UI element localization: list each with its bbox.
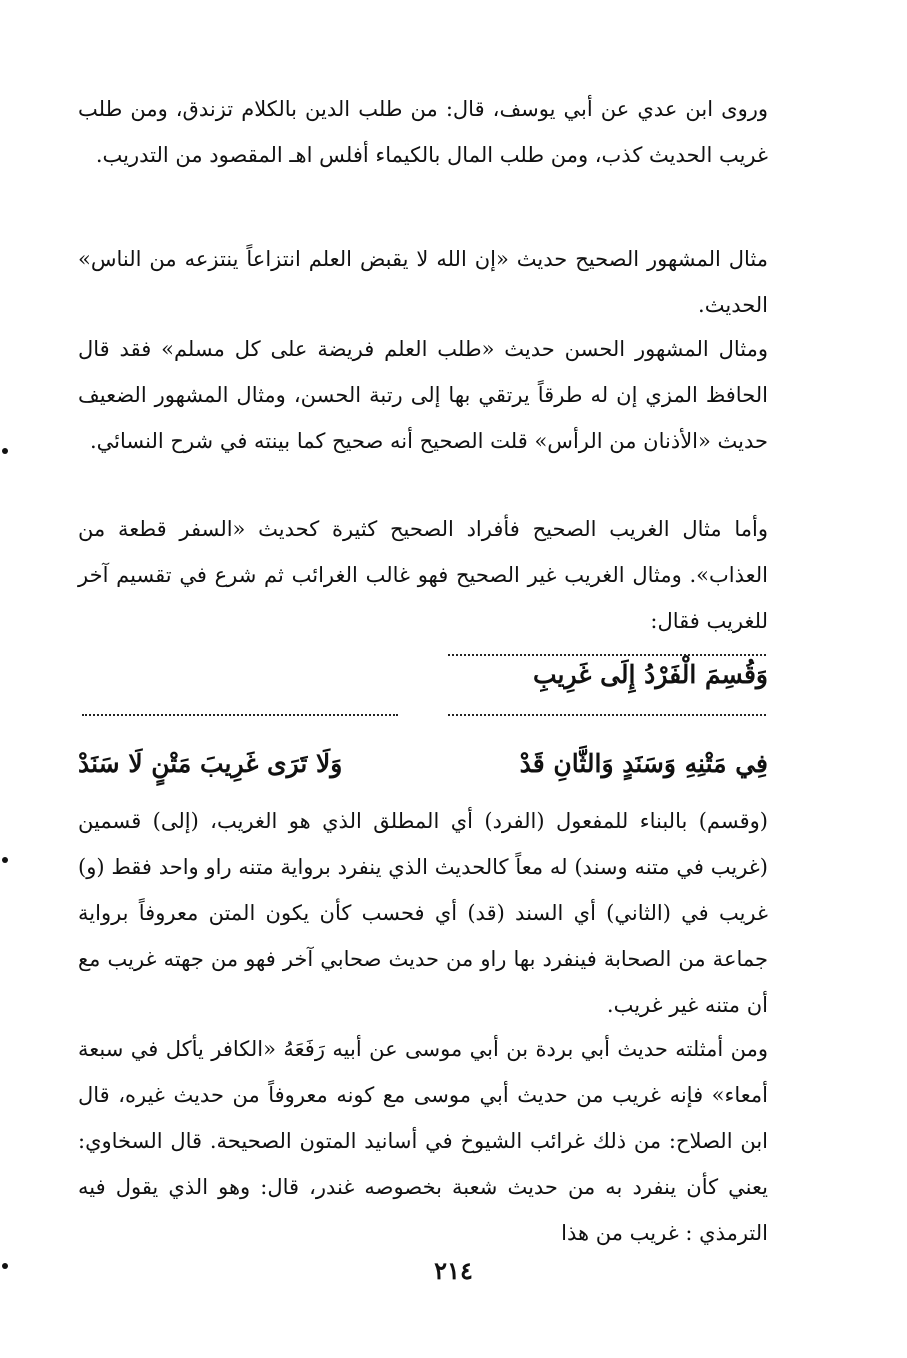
verse-line-1-hemistich: وَقُسِمَ الْفَرْدُ إِلَى غَرِيبِ [533,660,768,689]
paragraph-ibn-adi: وروى ابن عدي عن أبي يوسف، قال: من طلب الدين بالكلام تزندق، ومن طلب غريب الحديث كذب، ومن طلب المال بالكيماء أفلس اهـ المقصود من التدريب. [78,97,768,167]
verse-line-1 [78,652,768,698]
paragraph-commentary-1: (وقسم) بالبناء للمفعول (الفرد) أي المطلق الذي هو الغريب، (إلى) قسمين (غريب في متنه وسند) له معاً كالحديث الذي ينفرد برواية متنه راو واحد فقط (و) غريب في (الثاني) أي السند (قد) أي فحسب كأن يكون المتن معروفاً برواية جماعة من الصحابة فينفرد بها راو من حديث صحابي آخر فهو من جهته غريب مع أن متنه غير غريب. [78,809,768,1017]
dotted-line [448,714,766,716]
paragraph-gharib-sahih: وأما مثال الغريب الصحيح فأفراد الصحيح كثيرة كحديث «السفر قطعة من العذاب». ومثال الغريب غير الصحيح فهو غالب الغرائب ثم شرع في تقسيم آخر للغريب فقال: [78,517,768,633]
paragraph-commentary-2: ومن أمثلته حديث أبي بردة بن أبي موسى عن أبيه رَفَعَهُ «الكافر يأكل في سبعة أمعاء» فإنه غريب من حديث أبي موسى مع كونه معروفاً من حديث غيره، قال ابن الصلاح: من ذلك غرائب الشيوخ في أسانيد المتون الصحيحة. قال السخاوي: يعني كأن ينفرد به من حديث شعبة بخصوصه غندر، قال: وهو الذي يقول فيه الترمذي : غريب من هذا [78,1037,768,1245]
dotted-line [82,714,398,716]
page-number: ٢١٤ [434,1256,473,1285]
paragraph-mashhur-hasan: ومثال المشهور الحسن حديث «طلب العلم فريضة على كل مسلم» فقد قال الحافظ المزي إن له طرقاً يرتقي بها إلى رتبة الحسن، ومثال المشهور الضعيف حديث «الأذنان من الرأس» قلت الصحيح أنه صحيح كما بينته في شرح النسائي. [78,337,768,453]
dotted-line [448,654,766,656]
verse-line-2 [78,741,768,787]
margin-mark [2,1263,8,1269]
verse-line-2-right-hemistich: فِي مَتْنِهِ وَسَنَدٍ وَالثَّانِ قَدْ [519,749,768,778]
verse-line-2-left-hemistich: وَلَا تَرَى غَرِيبَ مَتْنٍ لَا سَنَدْ [78,749,343,778]
margin-mark [2,857,8,863]
margin-mark [2,448,8,454]
paragraph-mashhur-sahih: مثال المشهور الصحيح حديث «إن الله لا يقبض العلم انتزاعاً ينتزعه من الناس» الحديث. [78,247,768,317]
